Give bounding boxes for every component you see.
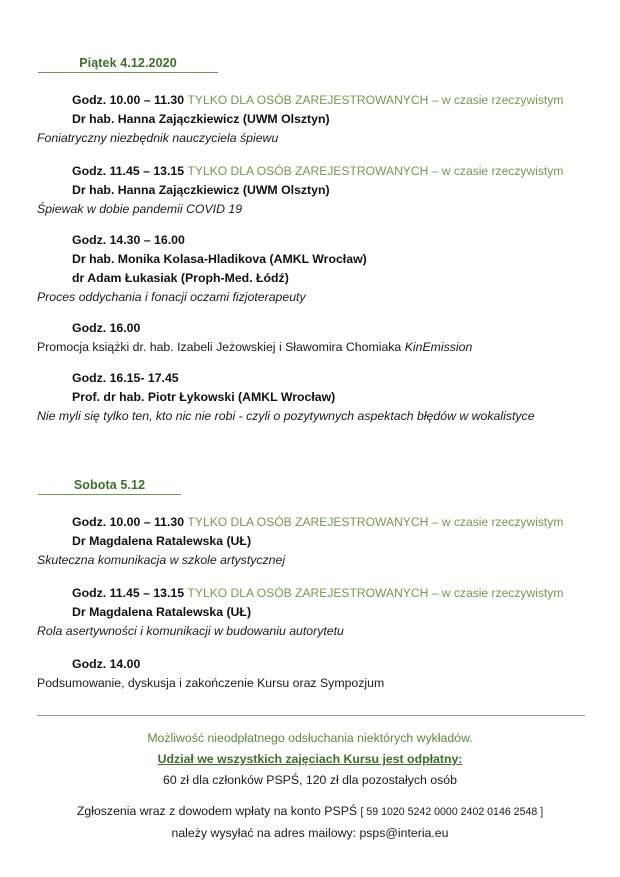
paid-notice-row — [20, 749, 600, 770]
session-time: Godz. 10.00 – 11.30 — [72, 515, 185, 529]
book-title: KinEmission — [404, 340, 473, 354]
session-time-row — [0, 655, 620, 674]
session-time-row — [0, 584, 620, 603]
day-section-friday — [0, 54, 620, 426]
free-listening-notice: Możliwość nieodpłatnego odsłuchania niektórych wykładów. — [147, 731, 473, 745]
spacer-between-days — [0, 426, 620, 466]
session-note: TYLKO DLA OSÓB ZAREJESTROWANYCH – w czasie rzeczywistym — [187, 93, 564, 107]
session-time-row — [0, 369, 620, 388]
spacer-f1 — [0, 148, 620, 162]
spacer-after-divider — [0, 716, 620, 728]
session-friday-3 — [0, 231, 620, 307]
session-speaker: Dr hab. Monika Kolasa-Hladikova (AMKL Wrocław) — [72, 252, 367, 266]
day-heading-friday-wrap — [0, 54, 620, 73]
spacer-f4 — [0, 357, 620, 369]
footer-block — [0, 728, 620, 844]
session-time: Godz. 10.00 – 11.30 — [72, 93, 185, 107]
book-promotion-text: Promocja książki dr. hab. Izabeli Jeżowskiej i Sławomira Chomiaka — [37, 340, 405, 354]
session-speaker: Dr Magdalena Ratalewska (UŁ) — [72, 534, 252, 548]
session-title: Nie myli się tylko ten, kto nic nie robi - czyli o pozytywnych aspektach błędów w wokalistyce — [37, 409, 535, 423]
session-time-row — [0, 91, 620, 110]
top-spacer-2 — [0, 40, 620, 54]
session-time: Godz. 16.00 — [72, 321, 141, 335]
day-section-saturday — [0, 476, 620, 693]
day-heading-saturday-wrap — [0, 476, 620, 495]
session-saturday-2 — [0, 584, 620, 641]
spacer-s2 — [0, 641, 620, 655]
paid-notice: Udział we wszystkich zajęciach Kursu jest odpłatny: — [157, 752, 463, 766]
top-spacer — [0, 0, 620, 40]
session-title: Skuteczna komunikacja w szkole artystycznej — [37, 553, 286, 567]
contact-email-line: należy wysyłać na adres mailowy: psps@interia.eu — [171, 826, 449, 840]
session-time-row — [0, 162, 620, 181]
session-title: Proces oddychania i fonacji oczami fizjoterapeuty — [37, 290, 306, 304]
spacer-f2 — [0, 219, 620, 231]
day-heading-friday: Piątek 4.12.2020 — [38, 56, 218, 73]
registration-instructions-row — [20, 801, 600, 823]
registration-instructions: Zgłoszenia wraz z dowodem wpłaty na konto PSPŚ — [76, 804, 361, 818]
spacer-s1 — [0, 570, 620, 584]
session-friday-2 — [0, 162, 620, 219]
spacer-after-friday-heading — [0, 73, 620, 91]
session-title: Foniatryczny niezbędnik nauczyciela śpiewu — [37, 131, 279, 145]
spacer-before-divider — [0, 693, 620, 715]
session-speaker-secondary: dr Adam Łukasiak (Proph-Med. Łódź) — [72, 271, 289, 285]
session-title: Rola asertywności i komunikacji w budowaniu autorytetu — [37, 624, 344, 638]
session-speaker: Dr hab. Hanna Zajączkiewicz (UWM Olsztyn) — [72, 112, 330, 126]
bank-account-number: [ 59 1020 5242 0000 2402 0146 2548 ] — [360, 806, 544, 818]
session-friday-4 — [0, 319, 620, 357]
session-speaker: Dr Magdalena Ratalewska (UŁ) — [72, 605, 252, 619]
price-info: 60 zł dla członków PSPŚ, 120 zł dla pozostałych osób — [163, 773, 457, 787]
session-time: Godz. 11.45 – 13.15 — [72, 164, 185, 178]
session-note: TYLKO DLA OSÓB ZAREJESTROWANYCH – w czasie rzeczywistym — [187, 586, 564, 600]
session-time-row — [0, 319, 620, 338]
book-promotion-row — [0, 338, 620, 357]
session-speaker: Dr hab. Hanna Zajączkiewicz (UWM Olsztyn) — [72, 183, 330, 197]
session-time: Godz. 14.30 – 16.00 — [72, 233, 185, 247]
session-time-row — [0, 231, 620, 250]
session-friday-1 — [0, 91, 620, 148]
session-time: Godz. 16.15- 17.45 — [72, 371, 179, 385]
spacer-footer-mid — [20, 791, 600, 801]
session-time-row — [0, 513, 620, 532]
session-time: Godz. 14.00 — [72, 657, 141, 671]
session-speaker: Prof. dr hab. Piotr Łykowski (AMKL Wrocław) — [72, 390, 336, 404]
spacer-after-saturday-heading — [0, 495, 620, 513]
session-note: TYLKO DLA OSÓB ZAREJESTROWANYCH – w czasie rzeczywistym — [187, 164, 564, 178]
session-saturday-1 — [0, 513, 620, 570]
spacer-f3 — [0, 307, 620, 319]
session-title: Śpiewak w dobie pandemii COVID 19 — [37, 202, 243, 216]
session-time: Godz. 11.45 – 13.15 — [72, 586, 185, 600]
closing-summary: Podsumowanie, dyskusja i zakończenie Kursu oraz Sympozjum — [37, 676, 385, 690]
session-saturday-3 — [0, 655, 620, 693]
session-friday-5 — [0, 369, 620, 426]
session-note: TYLKO DLA OSÓB ZAREJESTROWANYCH – w czasie rzeczywistym — [187, 515, 564, 529]
spacer-between-days-2 — [0, 466, 620, 476]
day-heading-saturday: Sobota 5.12 — [38, 478, 181, 495]
